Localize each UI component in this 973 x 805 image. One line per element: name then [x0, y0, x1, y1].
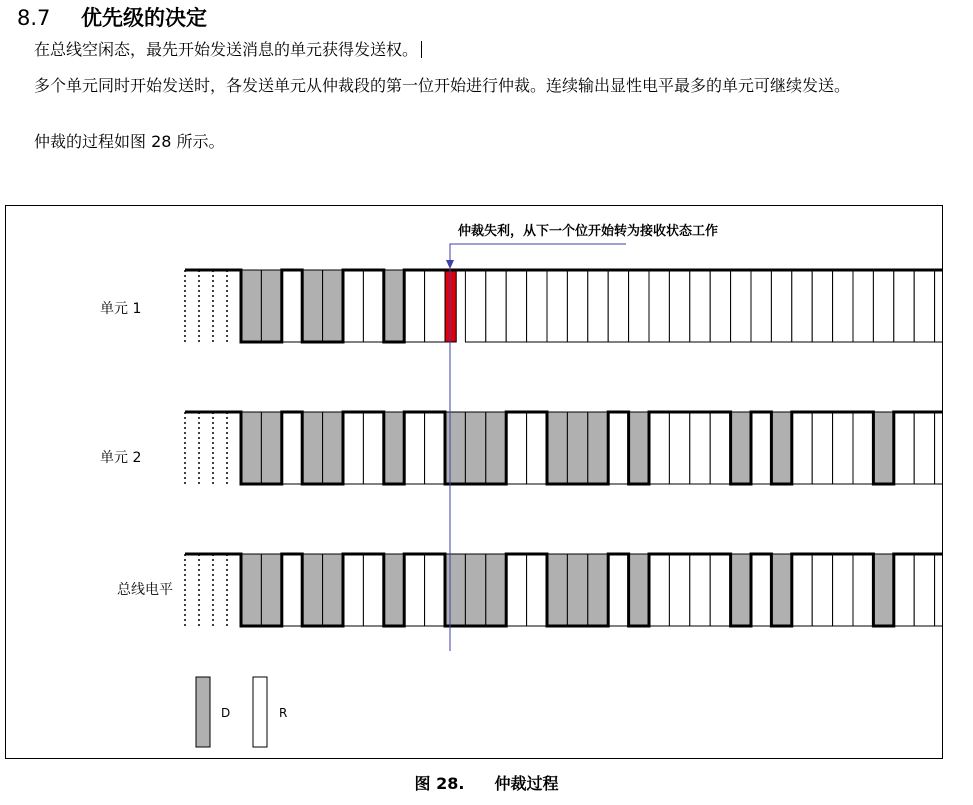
- recessive-bit: [282, 554, 302, 626]
- recessive-bit: [833, 270, 853, 342]
- recessive-bit: [792, 412, 812, 484]
- dominant-bit: [547, 412, 567, 484]
- recessive-bit: [894, 412, 914, 484]
- dominant-bit: [629, 412, 649, 484]
- recessive-bit: [853, 554, 873, 626]
- dominant-bit: [567, 412, 587, 484]
- recessive-bit: [751, 412, 771, 484]
- recessive-bit: [506, 554, 526, 626]
- recessive-bit: [669, 412, 689, 484]
- dominant-bit: [384, 270, 404, 342]
- dominant-bit: [771, 554, 791, 626]
- recessive-bit: [914, 412, 934, 484]
- section-title: 优先级的决定: [81, 6, 207, 30]
- recessive-bit: [710, 270, 730, 342]
- recessive-bit: [588, 270, 608, 342]
- recessive-bit: [425, 554, 445, 626]
- recessive-bit: [792, 270, 812, 342]
- recessive-bit: [894, 554, 914, 626]
- section-heading: [17, 2, 207, 32]
- recessive-bit: [690, 270, 710, 342]
- recessive-bit: [669, 554, 689, 626]
- dominant-bit: [302, 554, 322, 626]
- dominant-bit: [241, 554, 261, 626]
- dominant-bit: [302, 270, 322, 342]
- recessive-bit: [527, 270, 547, 342]
- recessive-bit: [853, 270, 873, 342]
- dominant-bit: [261, 554, 281, 626]
- recessive-bit: [567, 270, 587, 342]
- recessive-bit: [527, 554, 547, 626]
- recessive-bit: [833, 412, 853, 484]
- recessive-bit: [751, 270, 771, 342]
- recessive-bit: [812, 554, 832, 626]
- recessive-bit: [792, 554, 812, 626]
- figure-caption: [0, 771, 973, 794]
- recessive-bit: [465, 270, 485, 342]
- bit-rows: [185, 270, 942, 626]
- paragraph-1: [34, 39, 939, 61]
- recessive-bit: [935, 554, 942, 626]
- dominant-bit: [384, 554, 404, 626]
- recessive-bit: [506, 270, 526, 342]
- legend-dominant-label: D: [221, 706, 231, 720]
- recessive-bit: [404, 412, 424, 484]
- recessive-bit: [486, 270, 506, 342]
- recessive-bit: [710, 554, 730, 626]
- recessive-bit: [608, 554, 628, 626]
- annotation-leader-line: [450, 244, 626, 264]
- recessive-bit: [343, 412, 363, 484]
- legend-recessive-label: R: [279, 706, 288, 720]
- dominant-bit: [445, 554, 465, 626]
- recessive-bit: [771, 270, 791, 342]
- dominant-bit: [873, 554, 893, 626]
- recessive-bit: [833, 554, 853, 626]
- recessive-bit: [894, 270, 914, 342]
- arrow-down-icon: [446, 260, 454, 269]
- recessive-bit: [363, 554, 383, 626]
- recessive-bit: [690, 554, 710, 626]
- recessive-bit: [935, 412, 942, 484]
- dominant-bit: [731, 554, 751, 626]
- figure-title: 仲裁过程: [494, 774, 559, 793]
- dominant-bit: [873, 412, 893, 484]
- recessive-bit: [812, 270, 832, 342]
- recessive-bit: [710, 412, 730, 484]
- recessive-bit: [914, 270, 934, 342]
- arbitration-lost-bit: [445, 270, 456, 342]
- dominant-bit: [465, 412, 485, 484]
- recessive-bit: [425, 412, 445, 484]
- dominant-bit: [261, 270, 281, 342]
- text-cursor: [421, 41, 422, 58]
- dominant-bit: [486, 554, 506, 626]
- dominant-bit: [486, 412, 506, 484]
- dominant-bit: [567, 554, 587, 626]
- paragraph-1-text: 在总线空闲态，最先开始发送消息的单元获得发送权。: [34, 40, 419, 59]
- recessive-bit: [629, 270, 649, 342]
- recessive-bit: [404, 554, 424, 626]
- dominant-bit: [731, 412, 751, 484]
- section-number: 8.7: [17, 6, 51, 30]
- arbitration-diagram: [6, 206, 942, 758]
- recessive-bit: [649, 270, 669, 342]
- recessive-bit: [873, 270, 893, 342]
- recessive-bit: [282, 270, 302, 342]
- recessive-bit: [547, 270, 567, 342]
- row-label-unit2: 单元 2: [100, 450, 142, 466]
- recessive-bit: [363, 270, 383, 342]
- recessive-bit: [343, 554, 363, 626]
- recessive-bit: [363, 412, 383, 484]
- recessive-bit: [853, 412, 873, 484]
- recessive-bit: [608, 270, 628, 342]
- recessive-bit: [282, 412, 302, 484]
- recessive-bit: [527, 412, 547, 484]
- row-label-unit1: 单元 1: [100, 301, 142, 317]
- dominant-bit: [323, 270, 343, 342]
- dominant-bit: [465, 554, 485, 626]
- recessive-bit: [669, 270, 689, 342]
- recessive-bit: [608, 412, 628, 484]
- dominant-bit: [241, 270, 261, 342]
- dominant-bit: [323, 412, 343, 484]
- paragraph-3: 仲裁的过程如图 28 所示。: [34, 132, 225, 151]
- recessive-bit: [812, 412, 832, 484]
- arbitration-annotation: 仲裁失利，从下一个位开始转为接收状态工作: [458, 224, 719, 239]
- dominant-bit: [445, 412, 465, 484]
- dominant-bit: [588, 554, 608, 626]
- figure-number: 图 28.: [414, 774, 465, 793]
- dominant-bit: [771, 412, 791, 484]
- dominant-bit: [261, 412, 281, 484]
- recessive-bit: [343, 270, 363, 342]
- recessive-bit: [935, 270, 942, 342]
- recessive-bit: [649, 554, 669, 626]
- dominant-bit: [547, 554, 567, 626]
- figure-frame: [5, 205, 943, 759]
- recessive-bit: [404, 270, 424, 342]
- row-label-bus-level: 总线电平: [117, 582, 173, 598]
- recessive-bit: [506, 412, 526, 484]
- recessive-bit: [751, 554, 771, 626]
- dominant-bit: [629, 554, 649, 626]
- recessive-bit: [425, 270, 445, 342]
- dominant-bit: [302, 412, 322, 484]
- recessive-bit: [649, 412, 669, 484]
- recessive-bit: [690, 412, 710, 484]
- legend-dominant-swatch: [196, 677, 210, 747]
- recessive-bit: [731, 270, 751, 342]
- recessive-bit: [914, 554, 934, 626]
- paragraph-2: 多个单元同时开始发送时，各发送单元从仲裁段的第一位开始进行仲裁。连续输出显性电平最多的单元可继续发送。: [34, 76, 851, 95]
- dominant-bit: [588, 412, 608, 484]
- dominant-bit: [241, 412, 261, 484]
- dominant-bit: [384, 412, 404, 484]
- dominant-bit: [323, 554, 343, 626]
- legend-recessive-swatch: [253, 677, 267, 747]
